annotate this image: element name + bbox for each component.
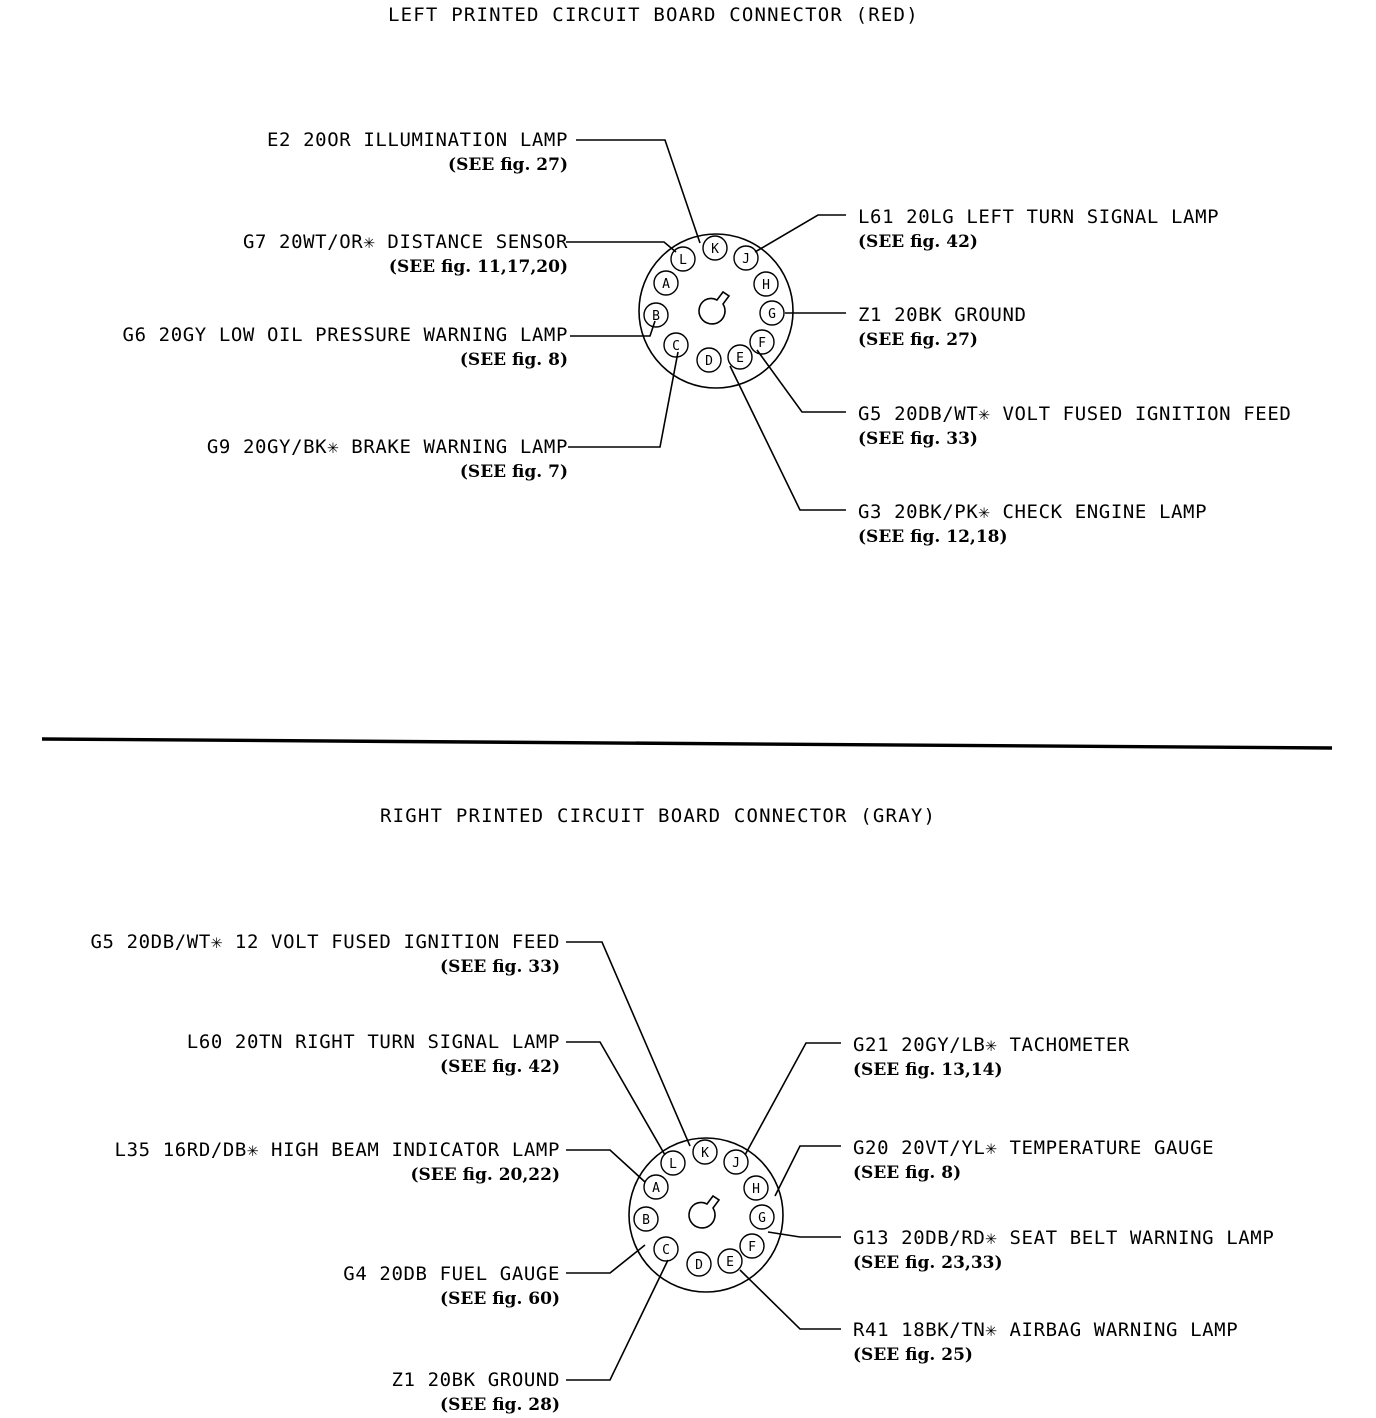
label-right-top-2	[858, 303, 1027, 353]
label-left-bottom-4-line1: G4 20DB FUEL GAUGE	[343, 1263, 560, 1285]
svg-text:G: G	[768, 307, 776, 322]
svg-text:H: H	[762, 278, 770, 293]
label-left-bottom-5-line2: (SEE fig. 28)	[440, 1395, 560, 1415]
svg-text:B: B	[642, 1213, 650, 1228]
svg-text:K: K	[701, 1146, 709, 1161]
label-right-bottom-4	[853, 1318, 1238, 1368]
label-left-bottom-1-line1: G5 20DB/WT✳ 12 VOLT FUSED IGNITION FEED	[90, 931, 560, 953]
svg-text:F: F	[758, 336, 766, 351]
label-right-bottom-2	[853, 1136, 1214, 1186]
label-left-top-4	[128, 435, 568, 485]
top-figure-title: LEFT PRINTED CIRCUIT BOARD CONNECTOR (RED)	[388, 4, 919, 26]
top-connector-body	[639, 234, 793, 388]
svg-text:C: C	[662, 1243, 670, 1258]
label-left-bottom-4	[258, 1262, 560, 1312]
label-right-top-4-line2: (SEE fig. 12,18)	[858, 527, 1008, 547]
label-left-top-4-line2: (SEE fig. 7)	[459, 462, 568, 482]
label-right-top-3-line1: G5 20DB/WT✳ VOLT FUSED IGNITION FEED	[858, 403, 1292, 425]
label-left-bottom-3-line2: (SEE fig. 20,22)	[410, 1165, 560, 1185]
label-right-bottom-3-line2: (SEE fig. 23,33)	[853, 1253, 1003, 1273]
label-left-bottom-1-line2: (SEE fig. 33)	[440, 957, 560, 977]
label-left-bottom-4-line2: (SEE fig. 60)	[440, 1289, 560, 1309]
label-left-bottom-5	[330, 1368, 560, 1418]
label-right-bottom-3	[853, 1226, 1274, 1276]
bottom-figure-title: RIGHT PRINTED CIRCUIT BOARD CONNECTOR (GRAY)	[380, 805, 937, 827]
bottom-leader-lines-left	[566, 942, 690, 1380]
label-left-bottom-2	[104, 1030, 560, 1080]
svg-text:D: D	[695, 1258, 703, 1273]
svg-text:F: F	[748, 1240, 756, 1255]
label-right-top-2-line2: (SEE fig. 27)	[858, 330, 978, 350]
bottom-connector-body	[629, 1138, 783, 1292]
svg-text:E: E	[736, 351, 744, 366]
label-left-top-3	[34, 323, 568, 373]
label-right-top-4	[858, 500, 1207, 550]
label-right-bottom-2-line1: G20 20VT/YL✳ TEMPERATURE GAUGE	[853, 1137, 1215, 1159]
label-left-top-4-line1: G9 20GY/BK✳ BRAKE WARNING LAMP	[206, 436, 568, 458]
svg-text:E: E	[726, 1255, 734, 1270]
svg-text:H: H	[752, 1182, 760, 1197]
svg-text:D: D	[705, 354, 713, 369]
svg-text:K: K	[711, 242, 719, 257]
label-right-bottom-1-line1: G21 20GY/LB✳ TACHOMETER	[853, 1034, 1130, 1056]
top-leader-lines-left	[566, 140, 700, 447]
label-right-bottom-2-line2: (SEE fig. 8)	[853, 1163, 962, 1183]
bottom-connector-pins	[634, 1140, 774, 1276]
label-right-bottom-3-line1: G13 20DB/RD✳ SEAT BELT WARNING LAMP	[853, 1227, 1275, 1249]
top-leader-lines-right	[730, 215, 846, 510]
label-right-bottom-4-line1: R41 18BK/TN✳ AIRBAG WARNING LAMP	[853, 1319, 1239, 1341]
svg-text:A: A	[662, 277, 670, 292]
svg-text:L: L	[669, 1157, 677, 1172]
label-left-bottom-1	[0, 930, 560, 980]
top-connector-pins	[644, 236, 784, 372]
svg-text:J: J	[732, 1156, 740, 1171]
label-left-top-2	[130, 230, 568, 280]
label-left-top-3-line2: (SEE fig. 8)	[459, 350, 568, 370]
section-divider	[42, 739, 1332, 748]
svg-text:C: C	[672, 339, 680, 354]
svg-text:G: G	[758, 1211, 766, 1226]
svg-text:L: L	[679, 253, 687, 268]
label-left-top-2-line2: (SEE fig. 11,17,20)	[388, 257, 568, 277]
svg-text:A: A	[652, 1181, 660, 1196]
label-right-top-2-line1: Z1 20BK GROUND	[858, 304, 1027, 326]
label-left-bottom-5-line1: Z1 20BK GROUND	[391, 1369, 560, 1391]
label-left-bottom-3	[24, 1138, 560, 1188]
label-right-top-1	[858, 205, 1219, 255]
label-left-bottom-2-line1: L60 20TN RIGHT TURN SIGNAL LAMP	[186, 1031, 560, 1053]
label-left-top-1-line2: (SEE fig. 27)	[448, 155, 568, 175]
label-right-top-1-line1: L61 20LG LEFT TURN SIGNAL LAMP	[858, 206, 1220, 228]
label-right-bottom-1-line2: (SEE fig. 13,14)	[853, 1060, 1003, 1080]
label-right-top-4-line1: G3 20BK/PK✳ CHECK ENGINE LAMP	[858, 501, 1208, 523]
bottom-leader-lines-right	[740, 1043, 841, 1329]
svg-text:J: J	[742, 252, 750, 267]
label-right-top-1-line2: (SEE fig. 42)	[858, 232, 978, 252]
pin-letters	[642, 242, 776, 1273]
label-left-top-3-line1: G6 20GY LOW OIL PRESSURE WARNING LAMP	[122, 324, 568, 346]
label-right-top-3-line2: (SEE fig. 33)	[858, 429, 978, 449]
label-right-bottom-1	[853, 1033, 1130, 1083]
label-left-bottom-2-line2: (SEE fig. 42)	[440, 1057, 560, 1077]
label-left-bottom-3-line1: L35 16RD/DB✳ HIGH BEAM INDICATOR LAMP	[114, 1139, 560, 1161]
label-left-top-1	[160, 128, 568, 178]
label-left-top-1-line1: E2 20OR ILLUMINATION LAMP	[267, 129, 568, 151]
label-right-bottom-4-line2: (SEE fig. 25)	[853, 1345, 973, 1365]
svg-text:B: B	[652, 309, 660, 324]
label-right-top-3	[858, 402, 1291, 452]
label-left-top-2-line1: G7 20WT/OR✳ DISTANCE SENSOR	[242, 231, 568, 253]
